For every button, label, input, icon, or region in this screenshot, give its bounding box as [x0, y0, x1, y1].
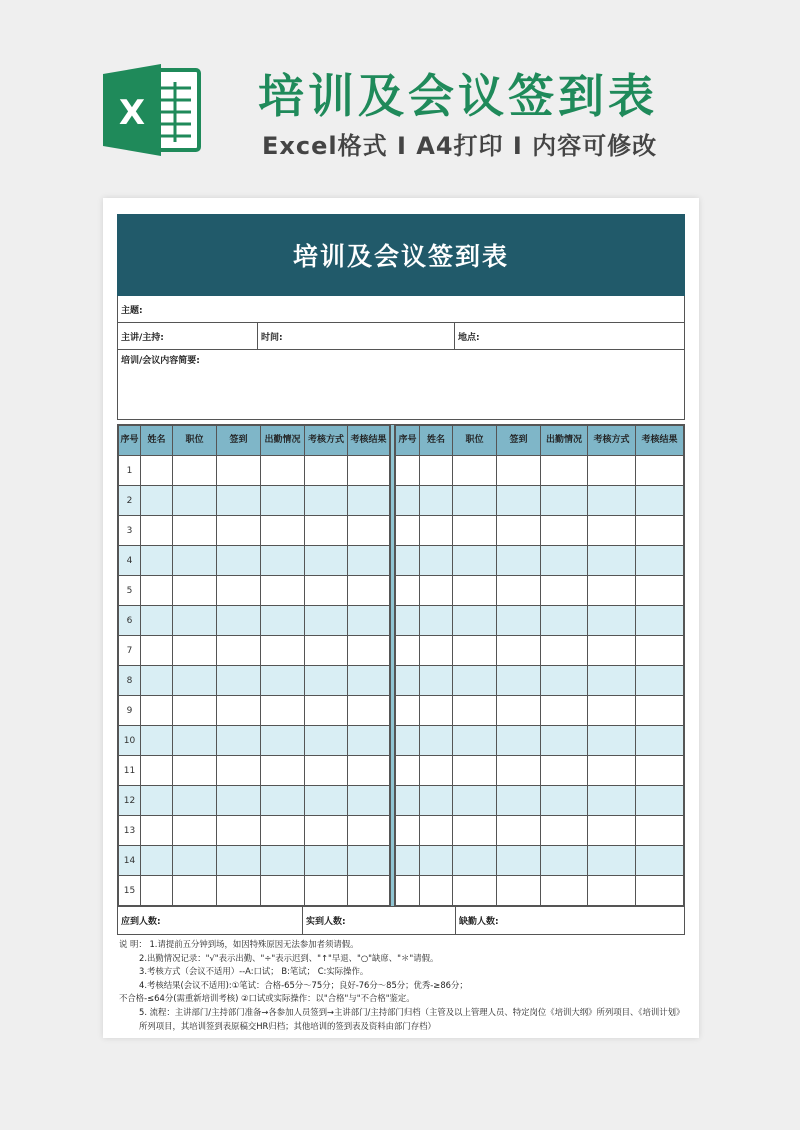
table-cell[interactable] [588, 516, 636, 546]
table-cell[interactable] [348, 696, 390, 726]
table-cell[interactable] [497, 696, 541, 726]
table-cell[interactable] [453, 486, 497, 516]
table-cell[interactable] [636, 756, 684, 786]
table-cell[interactable] [396, 846, 420, 876]
table-cell[interactable] [141, 666, 173, 696]
table-cell[interactable] [305, 756, 348, 786]
table-cell[interactable] [173, 546, 217, 576]
table-cell[interactable] [541, 456, 588, 486]
table-cell[interactable] [497, 846, 541, 876]
table-cell[interactable] [588, 546, 636, 576]
table-cell[interactable] [348, 756, 390, 786]
table-row [396, 876, 684, 906]
table-cell[interactable] [261, 696, 305, 726]
table-cell[interactable] [420, 756, 453, 786]
table-cell[interactable] [588, 816, 636, 846]
table-row [396, 486, 684, 516]
table-cell[interactable] [541, 726, 588, 756]
host-row [118, 323, 684, 350]
row-number: 9 [119, 696, 141, 726]
table-cell[interactable] [261, 786, 305, 816]
table-cell[interactable] [541, 696, 588, 726]
table-row [396, 756, 684, 786]
column-header: 职位 [453, 426, 497, 456]
table-row [396, 516, 684, 546]
table-cell[interactable] [261, 846, 305, 876]
table-cell[interactable] [348, 486, 390, 516]
table-cell[interactable] [420, 696, 453, 726]
table-cell[interactable] [141, 816, 173, 846]
table-cell[interactable] [348, 846, 390, 876]
table-cell[interactable] [173, 876, 217, 906]
table-cell[interactable] [173, 846, 217, 876]
table-cell[interactable] [261, 636, 305, 666]
attendance-table-right [395, 425, 684, 906]
table-cell[interactable] [453, 516, 497, 546]
table-cell[interactable] [261, 546, 305, 576]
meeting-info [117, 296, 685, 420]
table-cell[interactable] [141, 786, 173, 816]
table-cell[interactable] [420, 486, 453, 516]
table-cell[interactable] [217, 726, 261, 756]
row-number: 14 [119, 846, 141, 876]
banner-title: 培训及会议签到表 [258, 69, 658, 123]
document-page [103, 198, 699, 1038]
absent-count-label: 缺勤人数: [459, 917, 499, 927]
table-row [396, 696, 684, 726]
row-number: 12 [119, 786, 141, 816]
table-cell[interactable] [305, 846, 348, 876]
brief-row [118, 350, 684, 420]
table-row [396, 726, 684, 756]
column-header: 签到 [217, 426, 261, 456]
table-cell[interactable] [348, 546, 390, 576]
table-cell[interactable] [636, 726, 684, 756]
table-cell[interactable] [420, 846, 453, 876]
table-cell[interactable] [261, 756, 305, 786]
note-1: 说 明： 1.请提前五分钟到场，如因特殊原因无法参加者须请假。 [119, 939, 359, 949]
table-cell[interactable] [348, 816, 390, 846]
table-row [119, 606, 390, 636]
table-cell[interactable] [541, 486, 588, 516]
excel-logo-letter: X [118, 93, 146, 133]
table-cell[interactable] [305, 516, 348, 546]
table-cell[interactable] [217, 696, 261, 726]
table-cell[interactable] [173, 576, 217, 606]
table-cell[interactable] [541, 546, 588, 576]
table-cell[interactable] [420, 606, 453, 636]
table-row [396, 456, 684, 486]
table-cell[interactable] [141, 726, 173, 756]
table-row [396, 636, 684, 666]
table-cell[interactable] [141, 486, 173, 516]
table-cell[interactable] [420, 786, 453, 816]
table-cell[interactable] [636, 786, 684, 816]
table-cell[interactable] [173, 486, 217, 516]
table-cell[interactable] [141, 636, 173, 666]
column-header: 出勤情况 [541, 426, 588, 456]
table-cell[interactable] [453, 576, 497, 606]
table-cell[interactable] [497, 726, 541, 756]
column-header: 考核结果 [636, 426, 684, 456]
column-header: 考核方式 [305, 426, 348, 456]
table-cell[interactable] [636, 486, 684, 516]
table-cell[interactable] [453, 846, 497, 876]
table-cell[interactable] [453, 726, 497, 756]
row-number: 13 [119, 816, 141, 846]
row-number: 2 [119, 486, 141, 516]
column-header: 姓名 [141, 426, 173, 456]
table-cell[interactable] [453, 456, 497, 486]
table-cell[interactable] [541, 786, 588, 816]
table-cell[interactable] [348, 726, 390, 756]
table-cell[interactable] [217, 816, 261, 846]
table-cell[interactable] [217, 576, 261, 606]
column-header: 考核结果 [348, 426, 390, 456]
table-cell[interactable] [217, 666, 261, 696]
time-label: 时间: [258, 323, 455, 349]
table-cell[interactable] [497, 606, 541, 636]
attendance-table [117, 424, 685, 907]
table-cell[interactable] [396, 876, 420, 906]
table-cell[interactable] [217, 846, 261, 876]
table-cell[interactable] [305, 636, 348, 666]
actual-count-label: 实到人数: [303, 907, 456, 934]
table-cell[interactable] [420, 636, 453, 666]
table-cell[interactable] [217, 606, 261, 636]
table-cell[interactable] [217, 756, 261, 786]
note-4: 4.考核结果(会议不适用):①笔试：合格-65分～75分；良好-76分～85分；优秀-≥86分； [139, 979, 468, 990]
table-cell[interactable] [588, 486, 636, 516]
table-cell[interactable] [217, 456, 261, 486]
row-number: 10 [119, 726, 141, 756]
summary-row [117, 907, 685, 935]
table-cell[interactable] [636, 456, 684, 486]
table-cell[interactable] [420, 666, 453, 696]
sheet-title: 培训及会议签到表 [117, 214, 685, 296]
table-row [119, 876, 390, 906]
table-cell[interactable] [173, 756, 217, 786]
table-cell[interactable] [396, 636, 420, 666]
table-cell[interactable] [453, 876, 497, 906]
table-cell[interactable] [217, 546, 261, 576]
table-cell[interactable] [173, 786, 217, 816]
table-row [119, 726, 390, 756]
table-cell[interactable] [420, 726, 453, 756]
table-cell[interactable] [497, 876, 541, 906]
table-cell[interactable] [173, 516, 217, 546]
table-cell[interactable] [261, 666, 305, 696]
topic-row [118, 296, 684, 323]
table-cell[interactable] [497, 486, 541, 516]
row-number: 5 [119, 576, 141, 606]
table-cell[interactable] [348, 636, 390, 666]
table-cell[interactable] [141, 846, 173, 876]
table-row [119, 456, 390, 486]
table-cell[interactable] [396, 486, 420, 516]
table-row [119, 846, 390, 876]
attendance-table-left [118, 425, 390, 906]
table-cell[interactable] [453, 606, 497, 636]
table-cell[interactable] [141, 876, 173, 906]
table-cell[interactable] [261, 516, 305, 546]
table-cell[interactable] [396, 816, 420, 846]
table-cell[interactable] [497, 516, 541, 546]
table-cell[interactable] [348, 516, 390, 546]
table-row [119, 546, 390, 576]
table-cell[interactable] [396, 456, 420, 486]
table-cell[interactable] [453, 666, 497, 696]
table-cell[interactable] [636, 516, 684, 546]
table-cell[interactable] [261, 486, 305, 516]
table-cell[interactable] [453, 756, 497, 786]
table-cell[interactable] [541, 666, 588, 696]
table-cell[interactable] [497, 786, 541, 816]
table-cell[interactable] [497, 456, 541, 486]
table-cell[interactable] [348, 576, 390, 606]
table-cell[interactable] [497, 546, 541, 576]
table-cell[interactable] [588, 666, 636, 696]
table-row [396, 606, 684, 636]
table-cell[interactable] [396, 786, 420, 816]
table-cell[interactable] [541, 846, 588, 876]
table-cell[interactable] [305, 786, 348, 816]
column-header: 序号 [396, 426, 420, 456]
table-cell[interactable] [541, 576, 588, 606]
table-row [396, 576, 684, 606]
table-cell[interactable] [541, 756, 588, 786]
table-cell[interactable] [588, 786, 636, 816]
note-5: 不合格-≤64分(需重新培训考核) ②口试或实际操作：以"合格"与"不合格"鉴定。 [119, 993, 415, 1004]
table-row [396, 666, 684, 696]
table-cell[interactable] [305, 456, 348, 486]
table-cell[interactable] [141, 696, 173, 726]
table-cell[interactable] [396, 546, 420, 576]
table-cell[interactable] [453, 696, 497, 726]
table-cell[interactable] [588, 456, 636, 486]
table-cell[interactable] [173, 636, 217, 666]
row-number: 4 [119, 546, 141, 576]
table-cell[interactable] [453, 546, 497, 576]
table-cell[interactable] [173, 696, 217, 726]
row-number: 11 [119, 756, 141, 786]
table-cell[interactable] [305, 606, 348, 636]
column-header: 姓名 [420, 426, 453, 456]
notes-section [117, 935, 685, 1033]
host-label: 主讲/主持: [118, 323, 258, 349]
table-cell[interactable] [141, 606, 173, 636]
table-cell[interactable] [141, 546, 173, 576]
table-cell[interactable] [497, 636, 541, 666]
table-cell[interactable] [541, 816, 588, 846]
table-cell[interactable] [261, 606, 305, 636]
table-cell[interactable] [588, 696, 636, 726]
table-row [396, 786, 684, 816]
table-cell[interactable] [348, 666, 390, 696]
sign-in-sheet [117, 214, 685, 1033]
brief-label: 培训/会议内容简要: [121, 356, 200, 366]
table-cell[interactable] [636, 846, 684, 876]
table-cell[interactable] [636, 546, 684, 576]
table-cell[interactable] [588, 876, 636, 906]
table-cell[interactable] [636, 576, 684, 606]
table-cell[interactable] [497, 576, 541, 606]
table-row [119, 486, 390, 516]
table-cell[interactable] [141, 456, 173, 486]
table-cell[interactable] [396, 576, 420, 606]
table-cell[interactable] [420, 876, 453, 906]
table-cell[interactable] [636, 876, 684, 906]
table-cell[interactable] [588, 756, 636, 786]
table-cell[interactable] [217, 486, 261, 516]
row-number: 1 [119, 456, 141, 486]
column-header: 签到 [497, 426, 541, 456]
table-cell[interactable] [396, 666, 420, 696]
table-cell[interactable] [348, 876, 390, 906]
column-header: 出勤情况 [261, 426, 305, 456]
table-row [119, 816, 390, 846]
table-cell[interactable] [305, 696, 348, 726]
table-cell[interactable] [396, 726, 420, 756]
table-cell[interactable] [541, 636, 588, 666]
table-cell[interactable] [173, 606, 217, 636]
table-row [119, 636, 390, 666]
table-cell[interactable] [453, 636, 497, 666]
table-cell[interactable] [541, 606, 588, 636]
table-cell[interactable] [305, 876, 348, 906]
row-number: 6 [119, 606, 141, 636]
table-cell[interactable] [541, 876, 588, 906]
table-cell[interactable] [420, 816, 453, 846]
table-cell[interactable] [497, 666, 541, 696]
table-cell[interactable] [588, 636, 636, 666]
table-cell[interactable] [305, 546, 348, 576]
table-cell[interactable] [420, 516, 453, 546]
table-row [119, 756, 390, 786]
row-number: 7 [119, 636, 141, 666]
table-cell[interactable] [588, 846, 636, 876]
table-row [119, 696, 390, 726]
table-cell[interactable] [305, 486, 348, 516]
table-cell[interactable] [420, 546, 453, 576]
column-header: 职位 [173, 426, 217, 456]
table-cell[interactable] [420, 456, 453, 486]
table-cell[interactable] [261, 726, 305, 756]
topic-label: 主题: [121, 305, 143, 316]
table-cell[interactable] [261, 456, 305, 486]
table-cell[interactable] [497, 816, 541, 846]
table-cell[interactable] [141, 756, 173, 786]
table-cell[interactable] [261, 576, 305, 606]
column-header: 考核方式 [588, 426, 636, 456]
table-row [396, 816, 684, 846]
note-2: 2.出勤情况记录："√"表示出勤、"÷"表示迟到、"↑"早退、"○"缺席、"＊"请假。 [139, 952, 439, 963]
table-cell[interactable] [305, 726, 348, 756]
table-cell[interactable] [217, 636, 261, 666]
table-cell[interactable] [173, 666, 217, 696]
table-cell[interactable] [305, 576, 348, 606]
table-cell[interactable] [348, 456, 390, 486]
table-row [396, 546, 684, 576]
table-cell[interactable] [173, 726, 217, 756]
note-3: 3.考核方式（会议不适用）--A:口试； B:笔试； C:实际操作。 [139, 966, 369, 977]
table-cell[interactable] [348, 606, 390, 636]
table-cell[interactable] [396, 696, 420, 726]
table-cell[interactable] [217, 876, 261, 906]
table-cell[interactable] [588, 606, 636, 636]
table-row [119, 786, 390, 816]
table-cell[interactable] [173, 816, 217, 846]
row-number: 3 [119, 516, 141, 546]
table-cell[interactable] [217, 786, 261, 816]
table-cell[interactable] [305, 666, 348, 696]
table-cell[interactable] [305, 816, 348, 846]
table-cell[interactable] [217, 516, 261, 546]
place-label: 地点: [458, 332, 480, 343]
banner-subtitle: Excel格式 I A4打印 I 内容可修改 [262, 132, 658, 160]
table-row [396, 846, 684, 876]
row-number: 8 [119, 666, 141, 696]
table-cell[interactable] [636, 696, 684, 726]
table-cell[interactable] [453, 816, 497, 846]
table-cell[interactable] [588, 576, 636, 606]
expected-count-label: 应到人数: [118, 907, 303, 934]
column-header: 序号 [119, 426, 141, 456]
table-cell[interactable] [396, 756, 420, 786]
table-cell[interactable] [396, 516, 420, 546]
table-cell[interactable] [636, 636, 684, 666]
table-cell[interactable] [636, 606, 684, 636]
table-cell[interactable] [348, 786, 390, 816]
table-cell[interactable] [261, 876, 305, 906]
table-cell[interactable] [453, 786, 497, 816]
note-6: 5. 流程：主讲部门/主持部门准备→各参加人员签到→主讲部门/主持部门归档（主管及以上管理人员、特定岗位《培训大纲》所列项目、《培训计划》所列项目，其培训签到表原稿交HR归档；其他培训的签到表及资料由部门存档） [139, 1006, 681, 1031]
table-cell[interactable] [420, 576, 453, 606]
table-cell[interactable] [541, 516, 588, 546]
table-cell[interactable] [141, 516, 173, 546]
excel-icon [103, 62, 203, 158]
table-cell[interactable] [588, 726, 636, 756]
table-cell[interactable] [636, 816, 684, 846]
table-row [119, 516, 390, 546]
row-number: 15 [119, 876, 141, 906]
table-cell[interactable] [497, 756, 541, 786]
table-cell[interactable] [261, 816, 305, 846]
table-cell[interactable] [173, 456, 217, 486]
table-row [119, 576, 390, 606]
table-cell[interactable] [396, 606, 420, 636]
table-cell[interactable] [636, 666, 684, 696]
table-cell[interactable] [141, 576, 173, 606]
table-row [119, 666, 390, 696]
